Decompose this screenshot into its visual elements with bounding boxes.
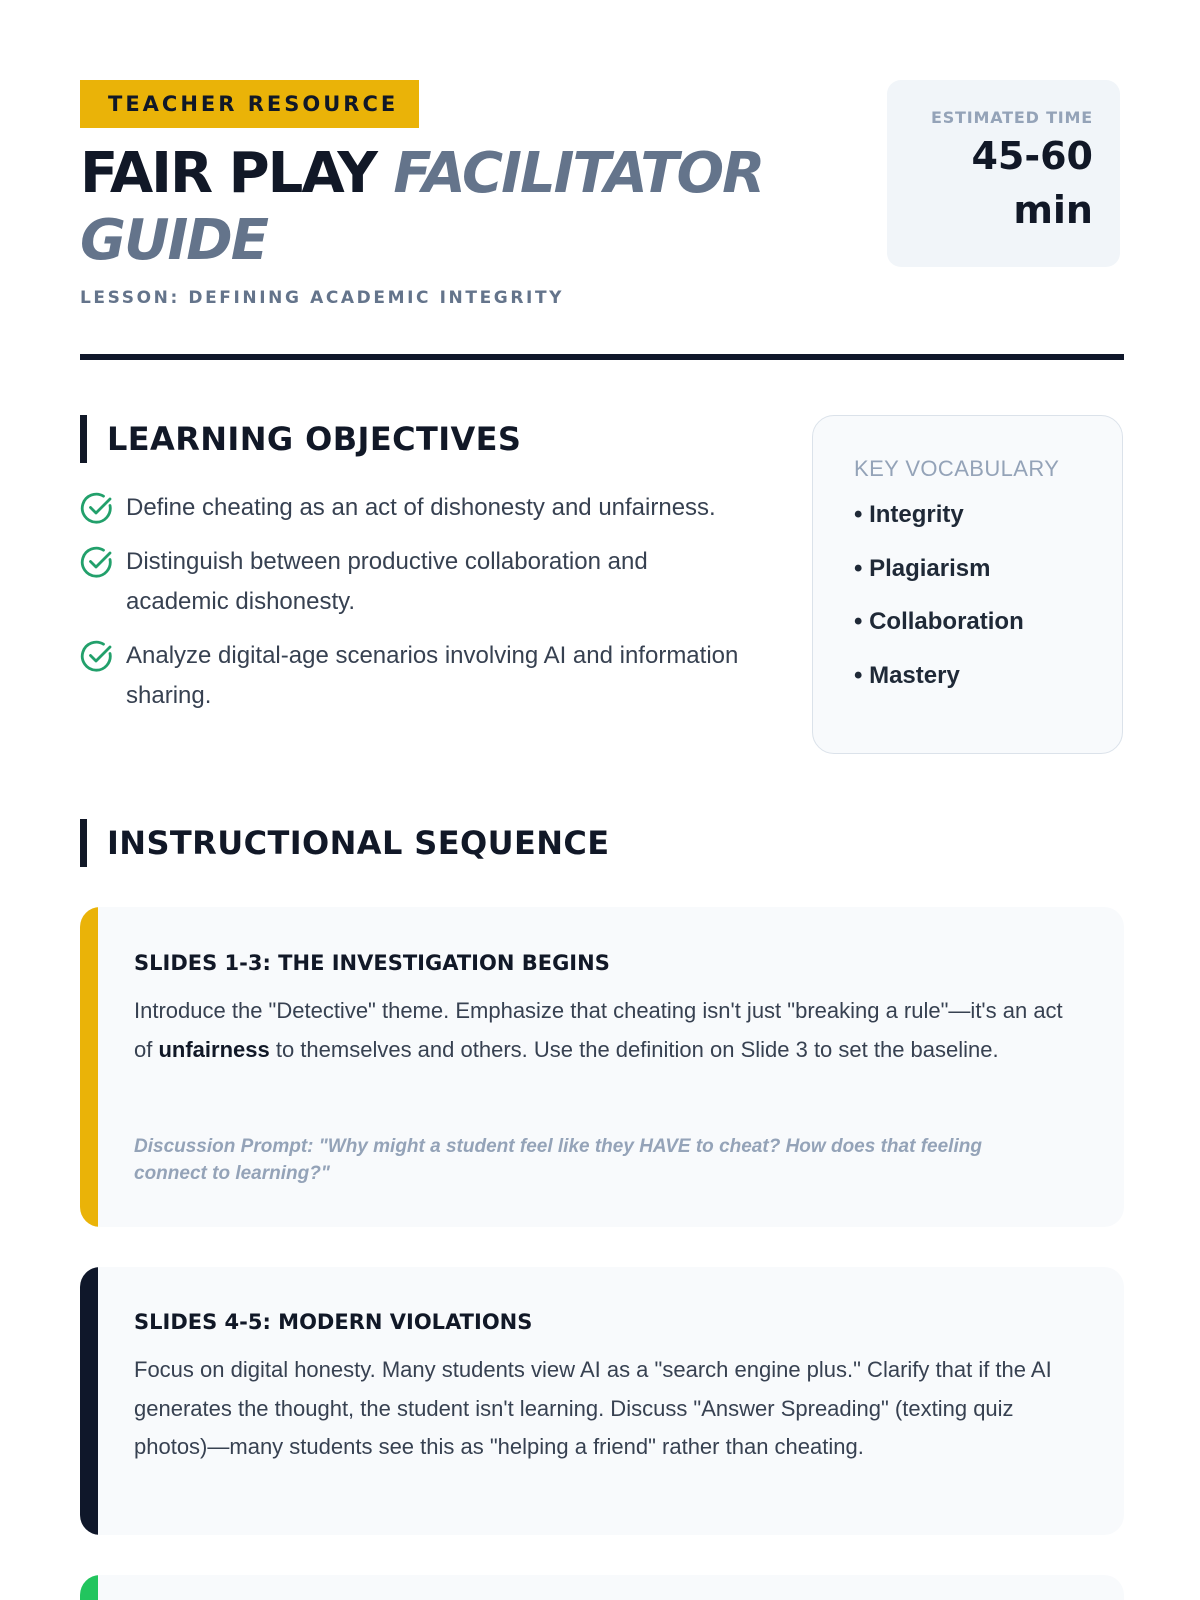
sequence-card-slides-1-3 [80,907,1124,1227]
sequence-heading: INSTRUCTIONAL SEQUENCE [80,819,610,867]
objective-text: Distinguish between productive collaboration and academic dishonesty. [126,548,648,615]
vocabulary-item: • Collaboration [854,608,1024,635]
check-circle-icon [80,639,114,673]
vocabulary-title: KEY VOCABULARY [854,456,1060,481]
time-label: ESTIMATED TIME [931,108,1093,127]
vocabulary-item: • Mastery [854,661,960,689]
sequence-card-next [80,1575,1124,1600]
objectives-heading: LEARNING OBJECTIVES [80,415,521,463]
card-body-text: Introduce the "Detective" theme. Emphasize that cheating isn't just "breaking a rule"—it's an act of [134,998,1063,1062]
page-title [80,140,860,274]
estimated-time-box [887,80,1120,267]
title-main: FAIR PLAY [80,141,394,206]
objective-item [80,488,740,528]
card-body-text: to themselves and others. Use the definition on Slide 3 to set the baseline. [269,1036,999,1062]
card-accent-bar [80,907,98,1227]
objective-text: Analyze digital-age scenarios involving AI and information sharing. [126,642,739,709]
check-circle-icon [80,491,114,525]
vocabulary-list [854,500,1122,714]
card-body [134,992,1074,1069]
vocabulary-item: • Integrity [854,501,964,528]
card-title: SLIDES 4-5: MODERN VIOLATIONS [134,1310,533,1334]
check-circle-icon [80,545,114,579]
card-body: Focus on digital honesty. Many students view AI as a "search engine plus." Clarify that if the AI generates the thought, the student isn't learning. Discuss "Answer Spreading" (texting quiz photos)—many students see this as "helping a friend" rather than cheating. [134,1357,1052,1459]
header-divider [80,354,1124,360]
card-accent-bar [80,1575,98,1600]
objective-item [80,636,740,716]
card-body-emphasis: unfairness [158,1036,270,1062]
key-vocabulary-box [812,415,1123,754]
lesson-subtitle: LESSON: DEFINING ACADEMIC INTEGRITY [80,288,565,308]
objective-text: Define cheating as an act of dishonesty and unfairness. [126,494,716,521]
vocabulary-item: • Plagiarism [854,554,991,582]
objective-item [80,542,740,622]
teacher-resource-badge: TEACHER RESOURCE [80,80,419,128]
card-accent-bar [80,1267,98,1535]
time-value: 45-60 min [971,134,1093,232]
discussion-prompt: Discussion Prompt: "Why might a student feel like they HAVE to cheat? How does that feeling connect to learning?" [134,1136,982,1184]
sequence-card-slides-4-5 [80,1267,1124,1535]
title-accent: FACILITATOR GUIDE [80,141,764,273]
card-title: SLIDES 1-3: THE INVESTIGATION BEGINS [134,951,610,975]
objectives-list [80,488,740,730]
